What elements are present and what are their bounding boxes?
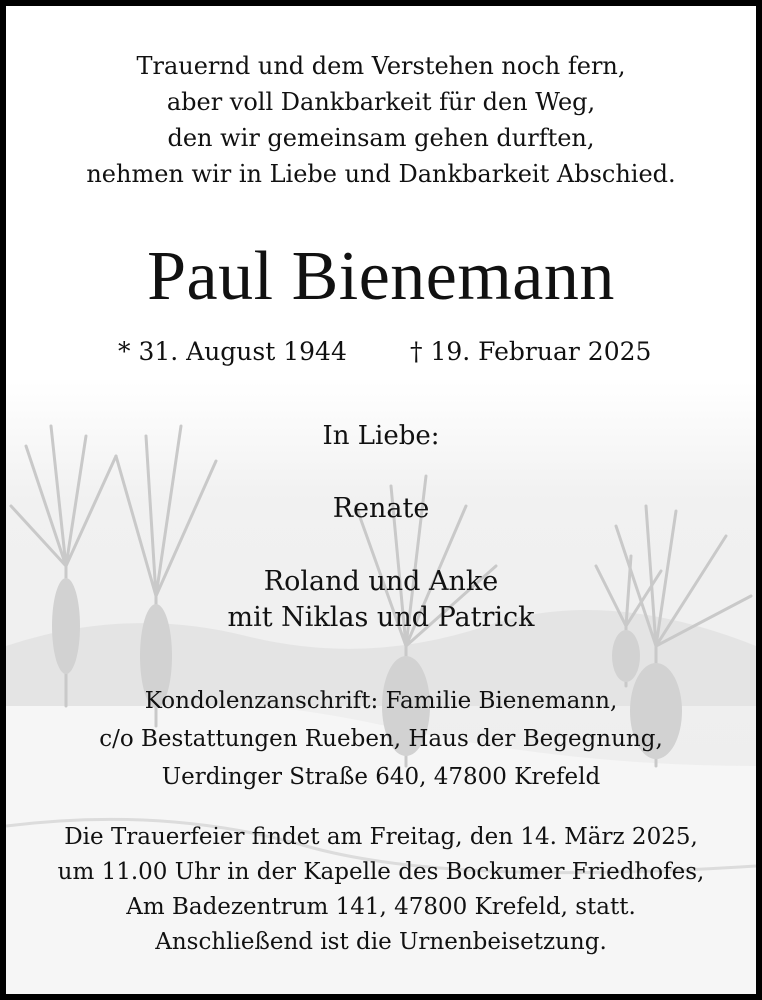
love-heading: In Liebe:: [322, 421, 440, 451]
address-line: Kondolenzanschrift: Familie Bienemann,: [144, 688, 618, 714]
condolence-address: [6, 682, 756, 796]
address-line: c/o Bestattungen Rueben, Haus der Begegnung,: [99, 726, 663, 752]
intro-verse: [6, 48, 756, 192]
survivor-spouse: Renate: [332, 493, 430, 524]
intro-line: Trauernd und dem Verstehen noch fern,: [136, 52, 626, 80]
ceremony-line: Anschließend ist die Urnenbeisetzung.: [155, 929, 607, 955]
ceremony-line: Am Badezentrum 141, 47800 Krefeld, statt.: [126, 894, 636, 920]
ceremony-line: um 11.00 Uhr in der Kapelle des Bockumer Friedhofes,: [57, 859, 705, 885]
address-line: Uerdinger Straße 640, 47800 Krefeld: [161, 764, 601, 790]
ceremony-info: [6, 820, 756, 960]
survivor-family: [6, 564, 756, 636]
death-date: † 19. Februar 2025: [410, 337, 652, 366]
intro-line: den wir gemeinsam gehen durften,: [167, 124, 595, 152]
intro-line: aber voll Dankbarkeit für den Weg,: [166, 88, 596, 116]
intro-line: nehmen wir in Liebe und Dankbarkeit Abschied.: [86, 160, 676, 188]
ceremony-line: Die Trauerfeier findet am Freitag, den 14. März 2025,: [64, 824, 698, 850]
survivor-line: mit Niklas und Patrick: [227, 602, 535, 633]
birth-date: * 31. August 1944: [118, 337, 347, 366]
survivor-line: Roland und Anke: [263, 566, 499, 597]
deceased-name: Paul Bienemann: [147, 238, 615, 315]
